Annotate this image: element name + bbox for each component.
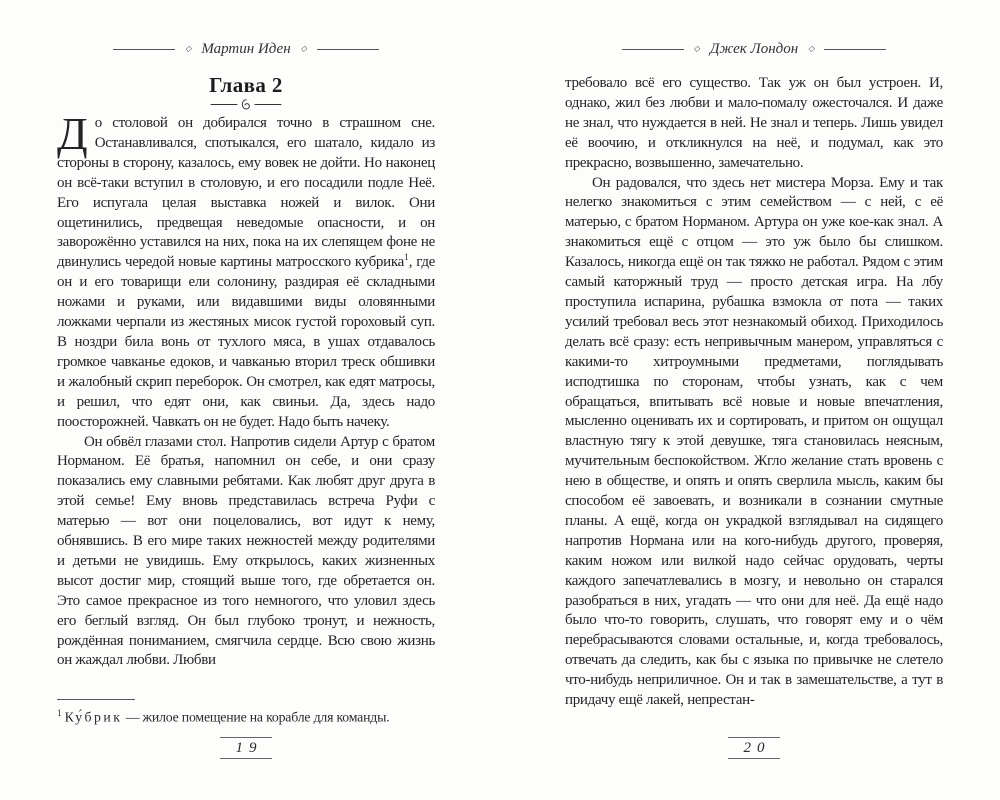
running-head-title: Джек Лондон [709,41,799,57]
page-number: 19 [235,740,263,756]
footnote-text: — жилое помещение на корабле для команды. [125,709,390,725]
diamond-ornament-icon: ◇ [808,43,815,53]
footnote-marker: 1 [57,708,62,718]
running-head-right [525,41,983,58]
page-number-block [57,737,435,759]
paragraph: требовало всё его существо. Так уж он был устроен. И, однако, жил без любви и мало-помалу ожесточался. И даже не знал, что нуждается в ней. Не знал и теперь. Лишь увидел её воочию, и откликнулся на неё, и подумал, как это прекрасно, возвышенно, замечательно. [565,75,943,171]
head-rule [113,49,175,50]
paragraph: Он обвёл глазами стол. Напротив сидели Артур с братом Норманом. Её братья, напомнил он себе, и они сразу показались ему славными ребятами. Как любят друг друга в этой семье! Ему вновь представилась встреча Руфи с матерью — вот они поцеловались, вот идут к нему, обнявшись. В его мире таких нежностей между родителями и детьми не увидишь. Ему открылось, каких жизненных высот достиг мир, стоящий выше того, где обретается он. Это самое прекрасное из того немногого, что уловил здесь его беглый взгляд. Он был глубоко тронут, и нежность, рождённая пониманием, смягчила сердце. Всю свою жизнь он жаждал любви. Любви [57,433,435,669]
head-rule [317,49,379,50]
paragraph [57,114,435,433]
head-rule [824,49,886,50]
running-head-left [17,41,475,58]
page-number: 20 [743,740,771,756]
running-head-title: Мартин Иден [201,41,291,57]
page-body [565,74,943,711]
page-body [57,114,435,671]
head-rule [622,49,684,50]
page-number-rule [728,758,780,759]
diamond-ornament-icon: ◇ [185,43,192,53]
diamond-ornament-icon: ◇ [693,43,700,53]
left-page [57,0,435,800]
diamond-ornament-icon: ◇ [300,43,307,53]
paragraph-text: , где он и его товарищи ели солонину, раздирая её складными ножами и руками, или видавшими виды оловянными ложками черпали из жестяных мисок густой гороховый суп. В ноздри била вонь от тухлого мяса, в ушах отдавалось громкое чавканье едоков, и чавканью вторил треск обшивки и жалобный скрип переборок. Он смотрел, как едят матросы, и решил, что едят они, как свиньи. Да, здесь надо поосторожней. Чавкать он не будет. Надо быть начеку. [57,254,435,430]
footnote-rule [57,699,135,700]
paragraph-text: о столовой он добирался точно в страшном сне. Останавливался, спотыкался, его шатало, кидало из стороны в сторону, казалось, ему вовек не дойти. Но наконец он всё-таки вступил в столовую, и его посадили подле Неё. Его испугала целая выставка ножей и вилок. Они ощетинились, предвещая неведомые опасности, и он заворожённо уставился на них, пока на их слепящем фоне не двинулись чередой новые картины матросского кубрика [57,115,435,271]
page-number-rule [220,758,272,759]
chapter-heading [57,73,435,116]
drop-cap: Д [57,114,88,159]
page-number-block [565,737,943,759]
chapter-title: Глава 2 [209,73,283,97]
right-page [565,0,943,800]
footnote [57,699,435,726]
footnote-term: Ку́брик [64,709,123,725]
footnote-reference: 1 [403,253,409,264]
footnote-line [57,708,435,726]
paragraph: Он радовался, что здесь нет мистера Морза. Ему и так нелегко знакомиться с этим семейством — с ней, с её матерью, с братом Норманом. Артура он уже кое-как знал. А знакомиться ещё с отцом — это уж было бы слишком. Казалось, никогда ещё он так тяжко не работал. Рядом с этим самый каторжный труд — просто детская игра. На лбу проступила испарина, рубашка взмокла от пота — таких усилий требовал весь этот незнакомый обиход. Приходилось делать всё сразу: есть непривычным манером, управляться с какими-то хитроумными предметами, поглядывать исподтишка по сторонам, чтобы узнать, как с чем обращаться, впитывать всё новые и новые впечатления, мысленно оценивать их и сортировать, и притом он ощущал властную тягу к этой девушке, тяга становилась неясным, мучительным беспокойством. Жгло желание стать вровень с нею в обществе, и опять и опять сверлила мысль, каким бы способом её завоевать, и возникали в сознании смутные планы. А ещё, когда он украдкой взглядывал на сидящего напротив Нормана или на кого-нибудь другого, проверяя, каким ножом или вилкой надо сейчас орудовать, черты каждого запечатлевались в мозгу, и невольно он старался разобраться в них, угадать — что они для неё. Да ещё надо было что-то говорить, слушать, что говорят ему и о чём перебрасываются словами остальные, и, когда требовалось, отвечать да следить, как бы с языка по привычке не слетело что-нибудь неприличное. Он и так в замешательстве, а тут в придачу ещё лакей, непрестан- [565,174,943,709]
